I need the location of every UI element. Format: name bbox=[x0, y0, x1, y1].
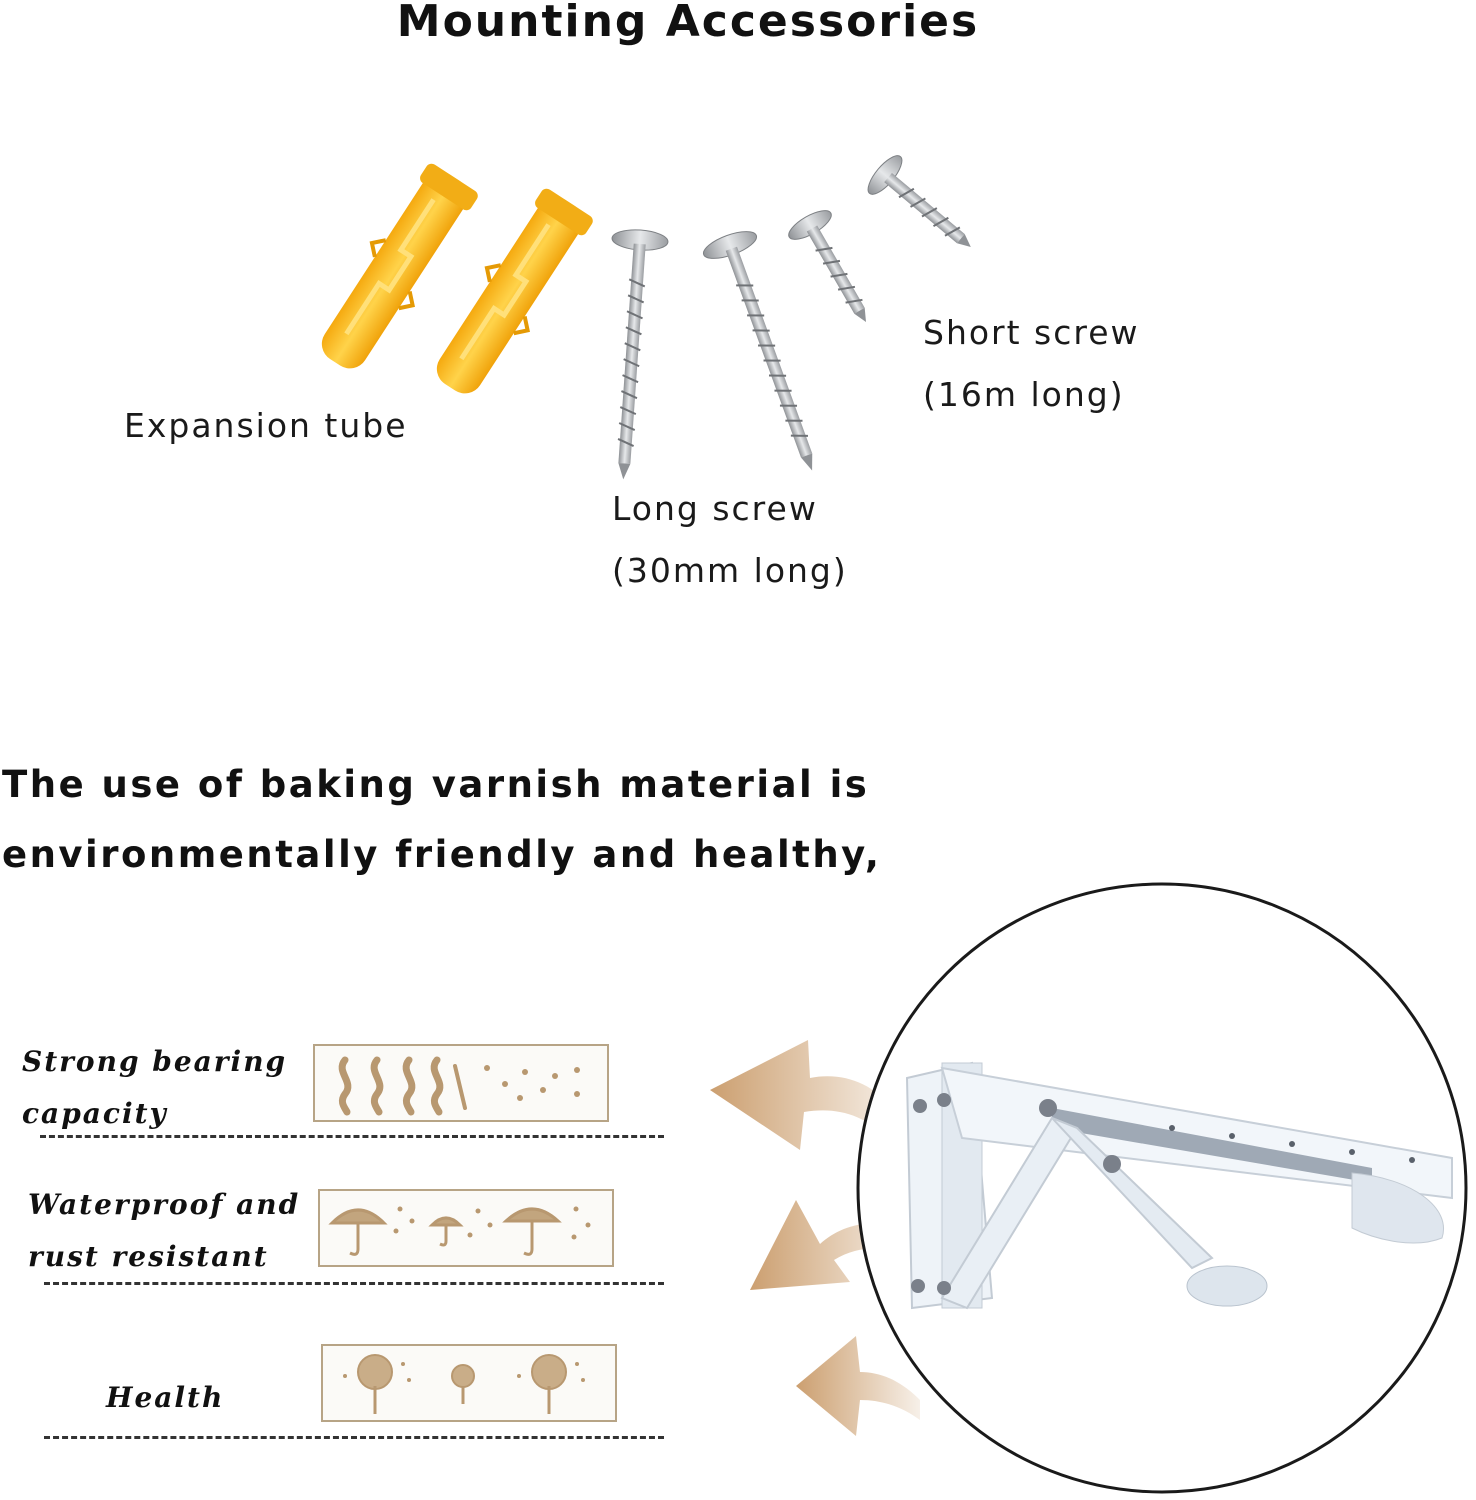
description-line-1: The use of baking varnish material is bbox=[2, 763, 870, 806]
short-screw-1 bbox=[785, 205, 887, 334]
long-screw-1 bbox=[595, 228, 668, 480]
feature-1-line-1: Strong bearing bbox=[22, 1045, 288, 1078]
expansion-tube-label: Expansion tube bbox=[124, 406, 408, 445]
short-screw-label: Short screw bbox=[923, 313, 1140, 352]
divider-2 bbox=[44, 1282, 664, 1285]
tree-icon-box bbox=[321, 1344, 617, 1422]
description-text bbox=[2, 750, 881, 890]
umbrella-icon bbox=[320, 1191, 612, 1265]
tree-icon bbox=[323, 1346, 615, 1420]
feature-waterproof bbox=[28, 1179, 300, 1283]
feature-2-line-2: rust resistant bbox=[28, 1240, 269, 1273]
short-screw-2 bbox=[863, 151, 987, 266]
long-screw-length: (30mm long) bbox=[612, 551, 848, 590]
accessories-illustration bbox=[300, 140, 1020, 480]
feature-health bbox=[106, 1372, 224, 1424]
steam-icon-box bbox=[313, 1044, 609, 1122]
page-title: Mounting Accessories bbox=[396, 0, 980, 47]
divider-3 bbox=[44, 1436, 664, 1439]
long-screw-label: Long screw bbox=[612, 489, 818, 528]
steam-icon bbox=[315, 1046, 607, 1120]
short-screw-length: (16m long) bbox=[923, 375, 1125, 414]
feature-2-line-1: Waterproof and bbox=[28, 1188, 301, 1221]
divider-1 bbox=[40, 1135, 664, 1138]
feature-strong-bearing bbox=[22, 1036, 287, 1140]
description-line-2: environmentally friendly and healthy, bbox=[2, 833, 882, 876]
umbrella-icon-box bbox=[318, 1189, 614, 1267]
long-screw-2 bbox=[700, 226, 838, 480]
bracket-detail-circle bbox=[852, 878, 1472, 1498]
feature-1-line-2: capacity bbox=[22, 1097, 168, 1130]
feature-3-line-1: Health bbox=[106, 1381, 225, 1414]
